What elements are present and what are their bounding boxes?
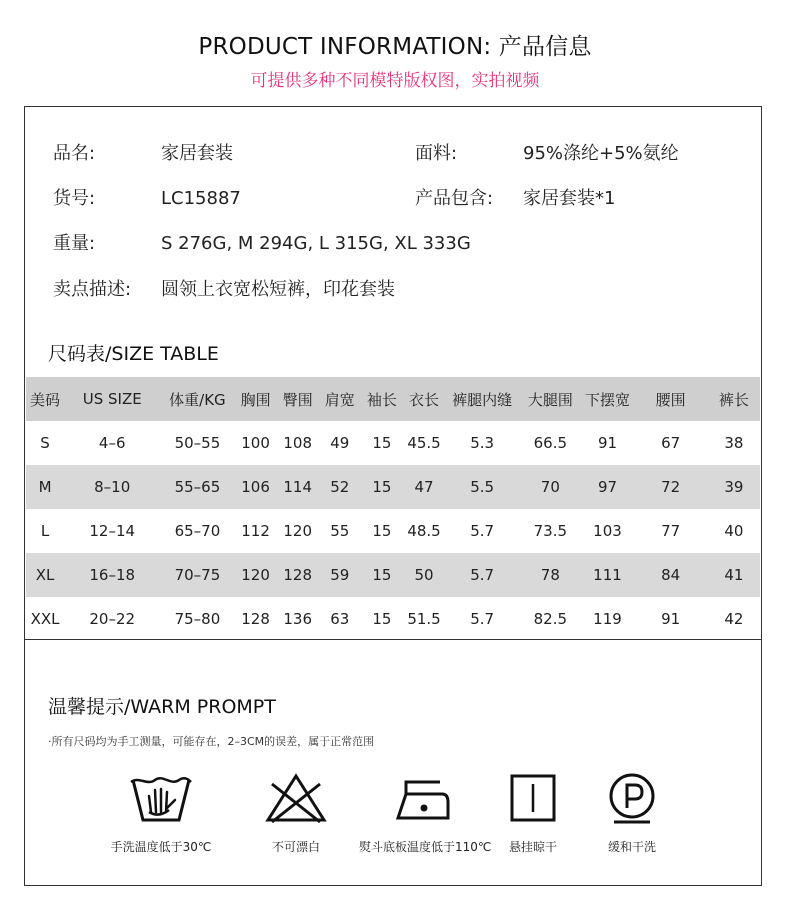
size-table-cell: 40: [724, 522, 744, 540]
size-table-header-cell: 下摆宽: [584, 390, 630, 409]
size-table-cell: 119: [593, 610, 622, 628]
no-bleach-icon: [264, 772, 328, 824]
info-sku-value: LC15887: [161, 188, 241, 209]
size-table-header-cell: 袖长: [366, 390, 397, 409]
size-table-cell: 114: [283, 478, 313, 496]
care-label-no-bleach: 不可漂白: [271, 840, 320, 854]
size-table-cell: XL: [35, 566, 55, 584]
info-fabric-value: 95%涤纶+5%氨纶: [523, 143, 679, 164]
care-label-iron: 熨斗底板温度低于110℃: [359, 840, 492, 854]
size-table-cell: 50: [414, 566, 434, 584]
info-weight-value: S 276G, M 294G, L 315G, XL 333G: [161, 233, 471, 254]
size-table-cell: 39: [724, 478, 744, 496]
size-table-cell: 55–65: [174, 478, 221, 496]
size-table-cell: 100: [241, 434, 270, 452]
size-table-cell: 73.5: [533, 522, 568, 540]
size-table-cell: 112: [241, 522, 270, 540]
info-fabric: [415, 139, 679, 165]
size-table-cell: 70: [540, 478, 560, 496]
size-table-cell: 47: [414, 478, 434, 496]
size-table-row: [26, 509, 760, 553]
size-table-cell: 59: [330, 566, 350, 584]
size-table-cell: 50–55: [174, 434, 221, 452]
size-table-cell: 66.5: [533, 434, 568, 452]
size-table-cell: 136: [283, 610, 313, 628]
info-package-label: 产品包含:: [415, 188, 494, 209]
care-label-dry-clean: 缓和干洗: [607, 840, 656, 854]
size-table-cell: 120: [283, 522, 313, 540]
size-table-cell: 70–75: [174, 566, 221, 584]
page-title: PRODUCT INFORMATION: 产品信息: [198, 34, 592, 60]
size-table-cell: 5.3: [470, 434, 495, 452]
size-table-header-cell: 肩宽: [324, 390, 355, 409]
size-table-row: [26, 465, 760, 509]
line-dry-icon: [501, 772, 565, 824]
size-table-cell: 51.5: [407, 610, 441, 628]
info-name-label: 品名:: [53, 143, 96, 164]
care-item-hand-wash: [96, 772, 226, 855]
info-desc-value: 圆领上衣宽松短裤，印花套装: [161, 279, 395, 300]
size-table-cell: 106: [241, 478, 270, 496]
size-table-header-cell: 腰围: [655, 390, 686, 409]
size-table-cell: 82.5: [533, 610, 568, 628]
size-table-cell: 15: [372, 566, 392, 584]
size-table-header-row: [26, 377, 760, 421]
info-name-value: 家居套装: [161, 143, 233, 164]
size-table-title: 尺码表/SIZE TABLE: [48, 343, 219, 365]
info-fabric-label: 面料:: [415, 143, 458, 164]
hand-wash-icon: [129, 772, 193, 824]
care-label-line-dry: 悬挂晾干: [508, 840, 557, 854]
info-name: [53, 139, 233, 165]
info-weight: [53, 229, 471, 255]
size-table-cell: L: [40, 522, 50, 540]
size-table-header-cell: 裤腿内缝: [452, 390, 513, 409]
size-table-cell: 128: [241, 610, 270, 628]
size-table-row: [26, 597, 760, 641]
size-table-cell: 72: [661, 478, 681, 496]
size-table-cell: 65–70: [174, 522, 221, 540]
size-table-cell: 5.7: [470, 522, 495, 540]
size-table-cell: 78: [540, 566, 560, 584]
size-table-cell: 91: [661, 610, 681, 628]
size-table-cell: 16–18: [89, 566, 136, 584]
size-table-cell: 42: [724, 610, 744, 628]
warm-prompt-title: 温馨提示/WARM PROMPT: [48, 696, 276, 718]
size-table-cell: 97: [597, 478, 618, 496]
size-table-cell: 52: [330, 478, 350, 496]
size-table-cell: S: [40, 434, 50, 452]
page-subtitle: 可提供多种不同模特版权图，实拍视频: [250, 71, 540, 91]
size-table-cell: 15: [372, 522, 392, 540]
iron-low-icon: [392, 772, 456, 824]
size-table-header-cell: 裤长: [718, 390, 749, 409]
size-table-header-cell: 体重/KG: [169, 390, 226, 409]
size-table-cell: 49: [330, 434, 350, 452]
size-table-cell: 5.5: [470, 478, 495, 496]
measurement-note: ·所有尺码均为手工测量，可能存在，2–3CM的误差，属于正常范围: [48, 735, 375, 748]
size-table-cell: 5.7: [470, 566, 495, 584]
size-table-cell: 103: [593, 522, 622, 540]
size-table-cell: 41: [724, 566, 744, 584]
size-table-cell: 120: [241, 566, 270, 584]
size-table-cell: 15: [372, 478, 392, 496]
size-table-cell: 12–14: [89, 522, 136, 540]
size-table-cell: 20–22: [89, 610, 136, 628]
size-table-cell: 77: [661, 522, 681, 540]
size-table-cell: M: [38, 478, 52, 496]
info-description: [53, 275, 395, 301]
size-table-header-cell: 衣长: [409, 390, 440, 409]
care-item-no-bleach: [231, 772, 361, 855]
size-table-cell: 45.5: [407, 434, 441, 452]
size-table-cell: 111: [593, 566, 622, 584]
size-table-cell: XXL: [30, 610, 60, 628]
size-table-cell: 55: [330, 522, 350, 540]
product-info-panel: [24, 106, 762, 886]
size-table-cell: 4–6: [98, 434, 126, 452]
section-divider: [25, 639, 761, 640]
size-table-header-cell: 臀围: [282, 390, 313, 409]
size-table-cell: 38: [724, 434, 744, 452]
size-table-cell: 8–10: [94, 478, 131, 496]
size-table-header-cell: 大腿围: [527, 390, 573, 409]
size-table: [26, 377, 760, 641]
size-table-cell: 48.5: [407, 522, 441, 540]
size-table-cell: 75–80: [174, 610, 221, 628]
info-package-value: 家居套装*1: [523, 188, 616, 209]
care-item-dry-clean: [567, 772, 697, 855]
gentle-dry-clean-icon: [600, 772, 664, 824]
info-desc-label: 卖点描述:: [53, 279, 132, 300]
info-sku: [53, 184, 241, 210]
size-table-cell: 5.7: [470, 610, 495, 628]
size-table-cell: 15: [372, 434, 392, 452]
size-table-header-cell: US SIZE: [82, 390, 142, 408]
info-sku-label: 货号:: [53, 188, 96, 209]
size-table-cell: 15: [372, 610, 392, 628]
size-table-header-cell: 胸围: [240, 390, 271, 409]
care-label-hand-wash: 手洗温度低于30℃: [110, 840, 212, 854]
size-table-cell: 63: [330, 610, 350, 628]
size-table-cell: 67: [661, 434, 681, 452]
size-table-cell: 128: [283, 566, 313, 584]
size-table-row: [26, 421, 760, 465]
size-table-row: [26, 553, 760, 597]
size-table-cell: 84: [661, 566, 681, 584]
info-package: [415, 184, 615, 210]
size-table-header-cell: 美码: [30, 390, 61, 409]
size-table-cell: 91: [597, 434, 618, 452]
size-table-cell: 108: [283, 434, 313, 452]
info-weight-label: 重量:: [53, 233, 96, 254]
